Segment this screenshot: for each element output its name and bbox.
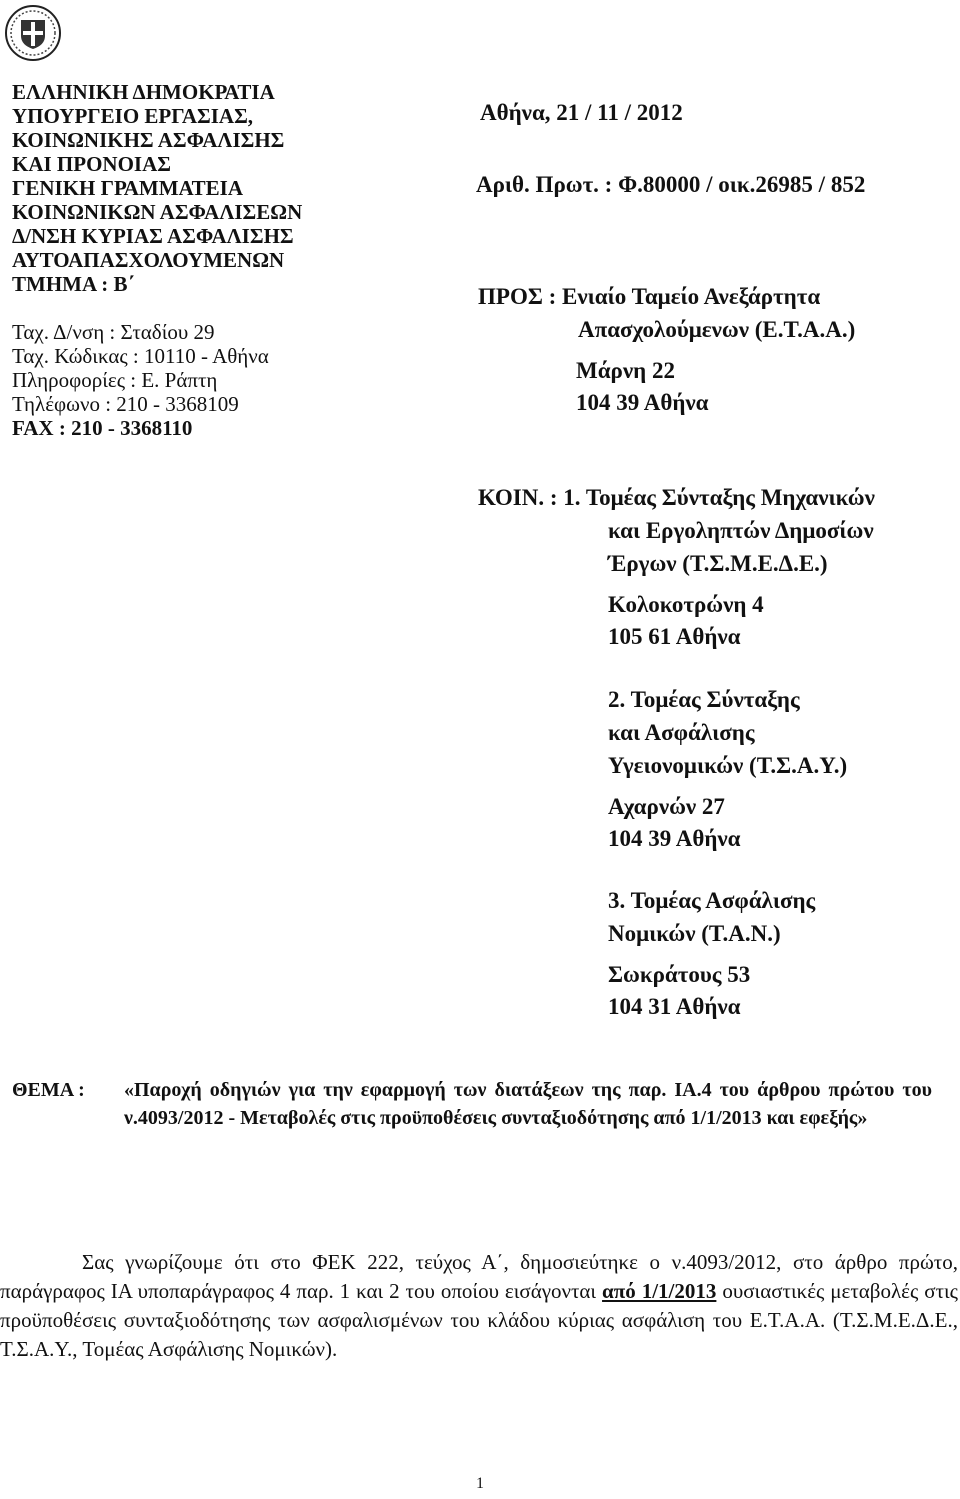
cc-line: και Εργοληπτών Δημοσίων [608,518,874,543]
sender-line: ΥΠΟΥΡΓΕΙΟ ΕΡΓΑΣΙΑΣ, [12,104,254,128]
contact-line: Πληροφορίες : Ε. Ράπτη [12,368,218,392]
sender-block [12,80,302,440]
cc-address: 104 39 Αθήνα [608,826,741,851]
protocol-number: Αριθ. Πρωτ. : Φ.80000 / οικ.26985 / 852 [476,172,866,197]
cc-line: Έργων (Τ.Σ.Μ.Ε.Δ.Ε.) [608,551,828,576]
cc-address: Σωκράτους 53 [608,962,751,987]
recipient-line: ΠΡΟΣ : Ενιαίο Ταμείο Ανεξάρτητα [478,284,821,309]
sender-line: ΚΟΙΝΩΝΙΚΗΣ ΑΣΦΑΛΙΣΗΣ [12,128,285,152]
body-paragraph [0,1248,958,1364]
contact-line: Τηλέφωνο : 210 - 3368109 [12,392,239,416]
cc-line: 3. Τομέας Ασφάλισης [608,888,816,913]
sender-line: ΕΛΛΗΝΙΚΗ ΔΗΜΟΚΡΑΤΙΑ [12,80,275,104]
cc-line: ΚΟΙΝ. : 1. Τομέας Σύνταξης Μηχανικών [478,485,875,510]
subject-block [12,1076,932,1132]
coat-of-arms-icon [4,4,62,62]
sender-line: Δ/ΝΣΗ ΚΥΡΙΑΣ ΑΣΦΑΛΙΣΗΣ [12,224,294,248]
body-text: ουσιαστικές μεταβολές στις προϋποθέσεις συνταξιοδότησης των ασφαλισμένων του κλάδου κύριας ασφάλιση του Ε.Τ.Α.Α. (Τ.Σ.Μ.Ε.Δ.Ε., Τ.Σ.Α.Υ., Τομέας Ασφάλισης Νομικών). [0,1279,958,1361]
cc-address: 105 61 Αθήνα [608,624,741,649]
body-text: Σας γνωρίζουμε ότι στο ΦΕΚ 222, τεύχος Α΄, δημοσιεύτηκε ο ν.4093/2012, στο άρθρο πρώτο, παράγραφος ΙΑ υποπαράγραφος 4 παρ. 1 και 2 του οποίου εισάγονται [0,1250,958,1303]
cc-line: Υγειονομικών (Τ.Σ.Α.Υ.) [608,753,848,778]
recipient-address: 104 39 Αθήνα [576,390,709,415]
sender-line: ΓΕΝΙΚΗ ΓΡΑΜΜΑΤΕΙΑ [12,176,244,200]
page-number: 1 [476,1475,484,1492]
sender-line: ΚΑΙ ΠΡΟΝΟΙΑΣ [12,152,171,176]
cc-address: 104 31 Αθήνα [608,994,741,1019]
cc-line: 2. Τομέας Σύνταξης [608,687,800,712]
cc-line: και Ασφάλισης [608,720,755,745]
cc-address: Αχαρνών 27 [608,794,725,819]
effective-date: από 1/1/2013 [602,1279,717,1303]
sender-line: ΚΟΙΝΩΝΙΚΩΝ ΑΣΦΑΛΙΣΕΩΝ [12,200,303,224]
recipient-line: Απασχολούμενων (Ε.Τ.Α.Α.) [578,317,856,342]
recipient-address: Μάρνη 22 [576,358,675,383]
contact-line: Ταχ. Δ/νση : Σταδίου 29 [12,320,215,344]
subject-label: ΘΕΜΑ : [12,1079,85,1101]
contact-line: FAX : 210 - 3368110 [12,416,193,440]
cc-address: Κολοκοτρώνη 4 [608,592,764,617]
sender-line: ΤΜΗΜΑ : Β΄ [12,272,135,296]
sender-line: ΑΥΤΟΑΠΑΣΧΟΛΟΥΜΕΝΩΝ [12,248,285,272]
date-line: Αθήνα, 21 / 11 / 2012 [480,100,683,125]
cc-line: Νομικών (Τ.Α.Ν.) [608,921,781,946]
subject-text: «Παροχή οδηγιών για την εφαρμογή των διατάξεων της παρ. ΙΑ.4 του άρθρου πρώτου του ν.4093/2012 - Μεταβολές στις προϋποθέσεις συνταξιοδότησης από 1/1/2013 και εφεξής» [124,1079,932,1129]
contact-line: Ταχ. Κώδικας : 10110 - Αθήνα [12,344,269,368]
